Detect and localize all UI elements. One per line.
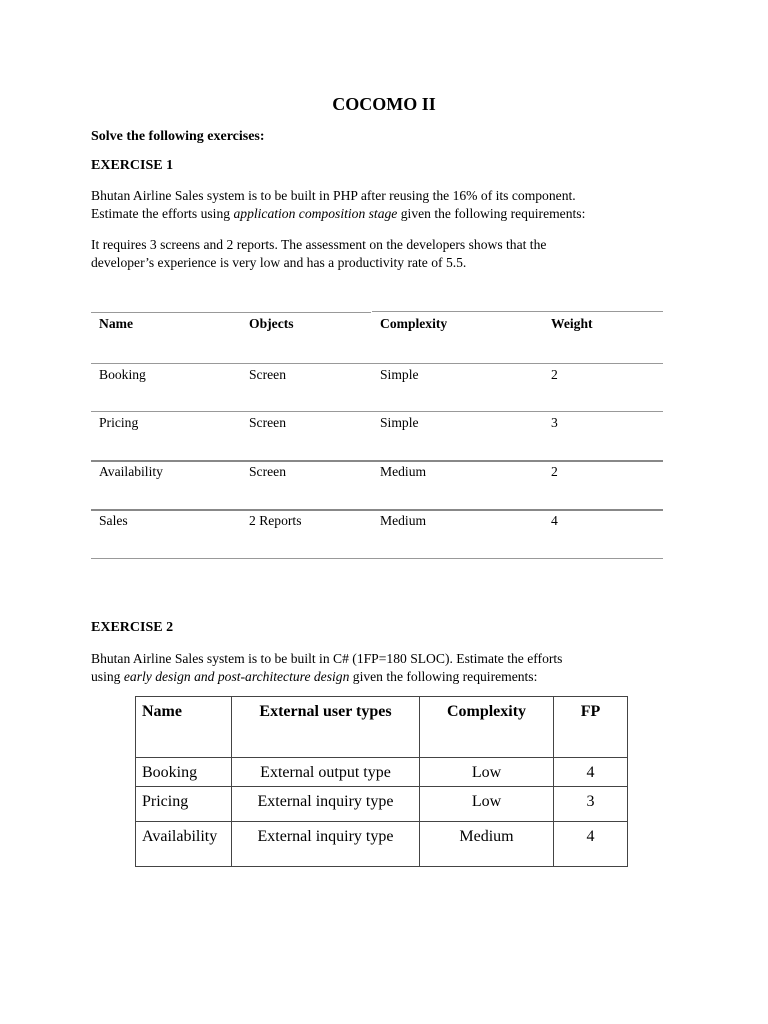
text-run: given the following requirements: xyxy=(349,669,538,684)
exercise2-paragraph-line2 xyxy=(91,668,537,686)
table-cell: Medium xyxy=(380,464,427,479)
exercise1-paragraph2-line2: developer’s experience is very low and has a productivity rate of 5.5. xyxy=(91,255,467,270)
instruction-text: Solve the following exercises: xyxy=(91,129,265,144)
table-cell: Availability xyxy=(99,464,163,479)
table-cell: Pricing xyxy=(99,415,139,430)
table-cell: Medium xyxy=(420,822,554,867)
exercise2-heading: EXERCISE 2 xyxy=(91,620,174,635)
exercise1-paragraph1-line2 xyxy=(91,205,585,223)
table-cell: External output type xyxy=(232,758,420,787)
table-cell: Pricing xyxy=(136,787,232,822)
table-header-objects: Objects xyxy=(249,316,294,331)
table-header-external-user-types: External user types xyxy=(232,697,420,758)
table-row xyxy=(136,822,628,867)
table-row xyxy=(136,787,628,822)
table-cell: External inquiry type xyxy=(232,822,420,867)
table-cell: Simple xyxy=(380,415,419,430)
exercise1-paragraph1-line1: Bhutan Airline Sales system is to be built in PHP after reusing the 16% of its component. xyxy=(91,188,576,203)
table-cell: 2 xyxy=(551,367,558,382)
emphasis-text: application composition stage xyxy=(233,206,398,221)
table-cell: Medium xyxy=(380,513,427,528)
table-header-row xyxy=(136,697,628,758)
table-cell: 3 xyxy=(554,787,628,822)
text-run: using xyxy=(91,669,124,684)
table-cell: Sales xyxy=(99,513,128,528)
table-cell: 2 Reports xyxy=(249,513,302,528)
table-cell: Screen xyxy=(249,367,286,382)
emphasis-text: early design and post-architecture design xyxy=(123,669,350,684)
table-row xyxy=(136,758,628,787)
table-rule xyxy=(372,311,663,312)
table-cell: 4 xyxy=(554,758,628,787)
table-cell: Availability xyxy=(136,822,232,867)
table-header-name: Name xyxy=(136,697,232,758)
table-rule xyxy=(91,363,663,364)
table-cell: External inquiry type xyxy=(232,787,420,822)
document-title: COCOMO II xyxy=(332,94,436,114)
table-cell: 2 xyxy=(551,464,558,479)
table-rule xyxy=(91,509,663,511)
exercise2-table xyxy=(135,696,628,867)
table-cell: Simple xyxy=(380,367,419,382)
table-rule xyxy=(91,411,663,412)
table-cell: Low xyxy=(420,787,554,822)
table-cell: Booking xyxy=(99,367,146,382)
table-cell: 4 xyxy=(551,513,558,528)
table-rule xyxy=(91,312,371,313)
table-cell: Screen xyxy=(249,415,286,430)
text-run: given the following requirements: xyxy=(397,206,586,221)
table-cell: Low xyxy=(420,758,554,787)
table-rule xyxy=(91,460,663,462)
table-cell: 3 xyxy=(551,415,558,430)
table-cell: 4 xyxy=(554,822,628,867)
exercise1-heading: EXERCISE 1 xyxy=(91,158,174,173)
table-cell: Booking xyxy=(136,758,232,787)
table-header-weight: Weight xyxy=(551,316,593,331)
exercise1-paragraph2-line1: It requires 3 screens and 2 reports. The assessment on the developers shows that the xyxy=(91,237,547,252)
table-header-complexity: Complexity xyxy=(380,316,448,331)
table-header-name: Name xyxy=(99,316,133,331)
exercise2-paragraph-line1: Bhutan Airline Sales system is to be built in C# (1FP=180 SLOC). Estimate the efforts xyxy=(91,651,563,666)
table-header-fp: FP xyxy=(554,697,628,758)
table-rule xyxy=(91,558,663,559)
text-run: Estimate the efforts using xyxy=(91,206,234,221)
table-header-complexity: Complexity xyxy=(420,697,554,758)
table-cell: Screen xyxy=(249,464,286,479)
